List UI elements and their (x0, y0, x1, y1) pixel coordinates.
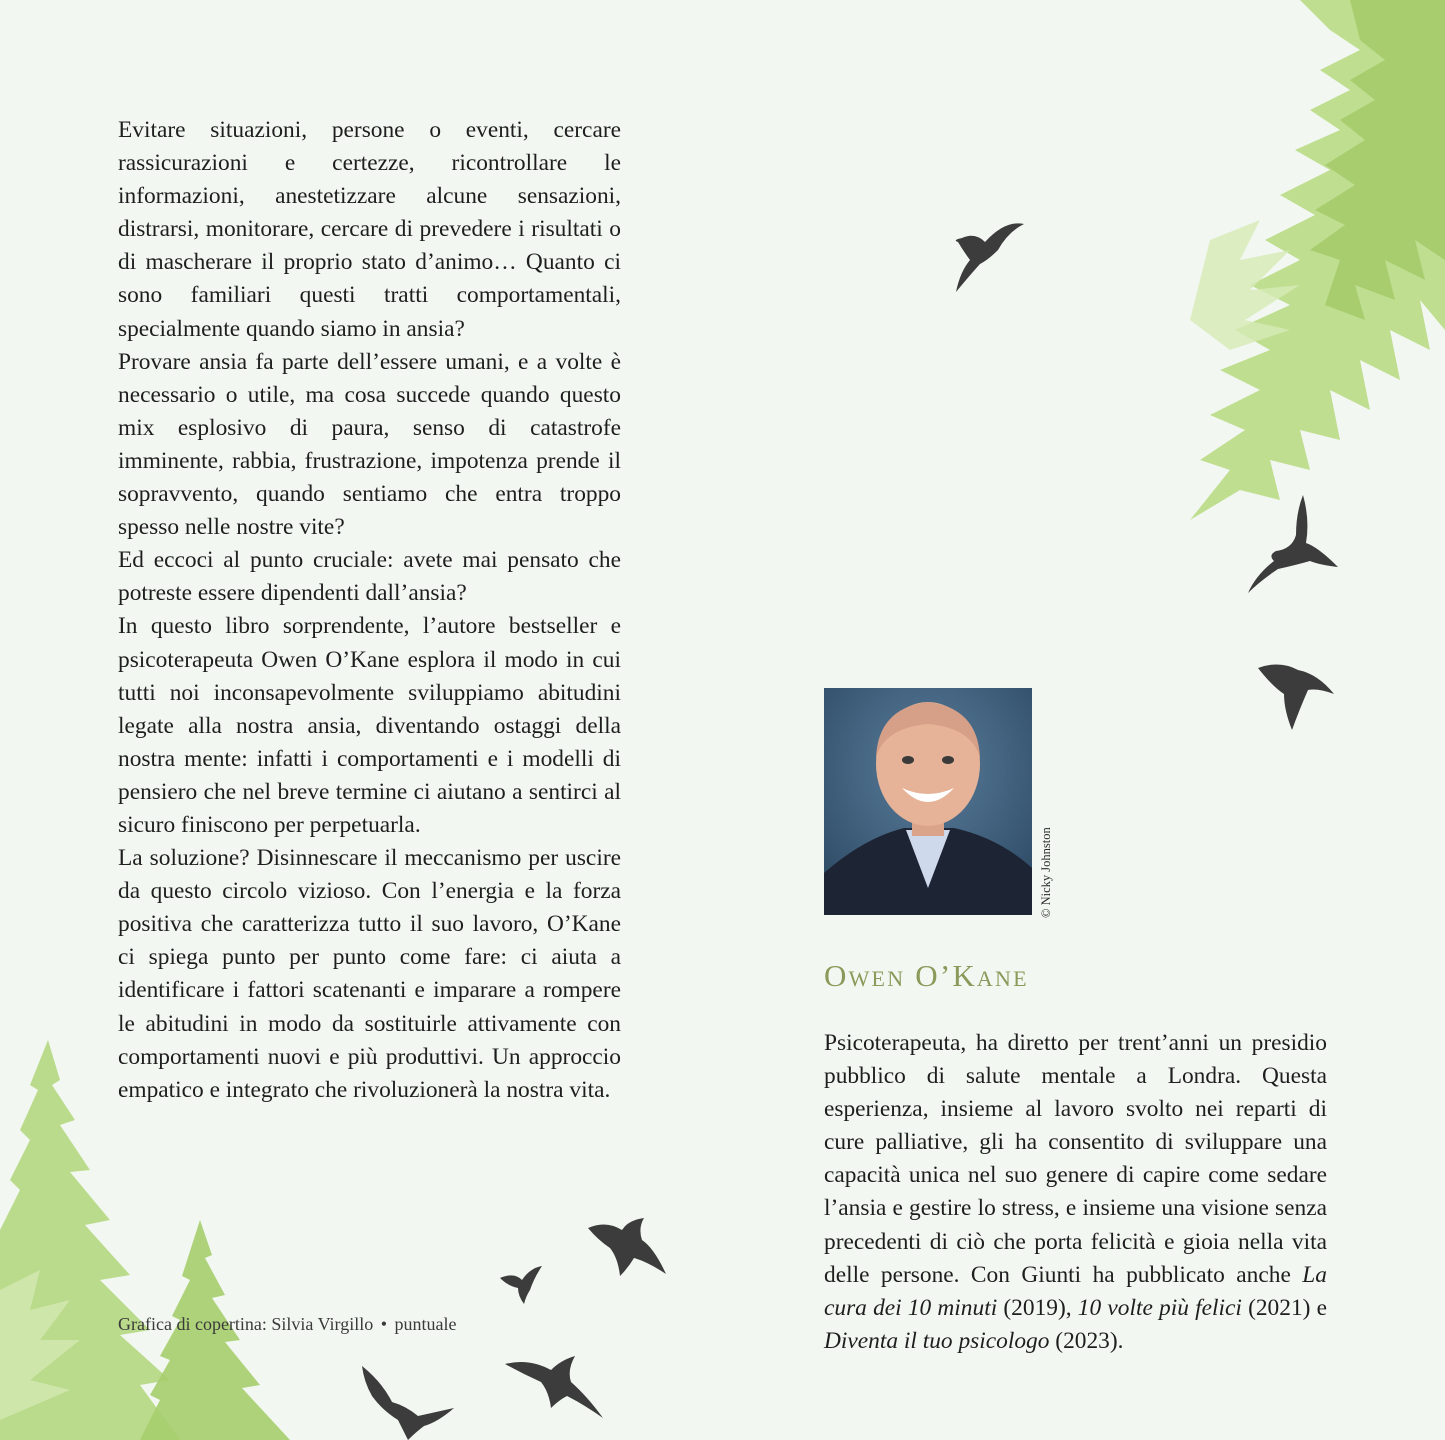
photo-credit-text: © Nicky Johnston (1039, 827, 1053, 918)
bio-text: Psicoterapeuta, ha diretto per trent’anni un presidio pubblico di salute mentale a Londra. Questa esperienza, insieme al lavoro svolto nei reparti di cure palliative, gli ha consentito di sviluppare una capacità unica nel suo genere di capire come sedare l’ansia e gestire lo stress, e insieme una visione senza precedenti di ciò che porta felicità e gioia nella vita delle persone. Con Giunti ha pubblicato anche (824, 1030, 1327, 1288)
book-title: Diventa il tuo psicologo (824, 1327, 1050, 1354)
bird-icon (500, 1266, 542, 1304)
blurb-paragraph: In questo libro sorprendente, l’autore bestseller e psicoterapeuta Owen O’Kane esplora il modo in cui tutti noi inconsapevolmente sviluppiamo abitudini legate alla nostra ansia, diventando ostaggi della nostra mente: infatti i comportamenti e i modelli di pensiero che nel breve termine ci aiutano a sentirci al sicuro finiscono per perpetuarla. (118, 613, 621, 838)
book-title: 10 volte più felici (1077, 1294, 1242, 1321)
bird-icon (505, 1356, 603, 1418)
bio-text: (2021) e (1241, 1294, 1327, 1321)
bird-icon (1248, 495, 1340, 593)
bird-icon (588, 1218, 668, 1276)
back-cover-blurb (118, 114, 621, 1107)
cover-credit-studio: puntuale (394, 1314, 457, 1334)
photo-credit (1037, 808, 1057, 918)
blurb-paragraph: La soluzione? Disinnescare il meccanismo per uscire da questo circolo vizioso. Con l’energia e la forza positiva che caratterizza tutto il suo lavoro, O’Kane ci spiega punto per punto come fare: ci aiuta a identificare i fattori scatenanti e imparare a rompere le abitudini in modo da sostituirle attivamente con comportamenti nuovi e più produttivi. Un approccio empatico e integrato che rivoluzionerà la nostra vita. (118, 845, 621, 1103)
bio-text: (2019), (997, 1294, 1078, 1321)
cover-design-credit (118, 1314, 457, 1335)
bio-text: (2023). (1049, 1327, 1124, 1354)
bird-icon (950, 220, 1025, 292)
book-title: La cura dei 10 minuti (824, 1261, 1327, 1321)
author-photo (824, 688, 1032, 915)
cover-credit-label: Grafica di copertina: Silvia Virgillo (118, 1314, 374, 1334)
tree-foliage-top-right (1150, 0, 1445, 530)
blurb-paragraph: Ed eccoci al punto cruciale: avete mai pensato che potreste essere dipendenti dall’ansia? (118, 547, 621, 607)
blurb-paragraph: Evitare situazioni, persone o eventi, cercare rassicurazioni e certezze, ricontrollare le informazioni, anestetizzare alcune sensazioni, distrarsi, monitorare, cercare di prevedere i risultati o di mascherare il proprio stato d’animo… Quanto ci sono familiari questi tratti comportamentali, specialmente quando siamo in ansia? (118, 117, 621, 342)
blurb-paragraph: Provare ansia fa parte dell’essere umani, e a volte è necessario o utile, ma cosa succede quando questo mix esplosivo di paura, senso di catastrofe imminente, rabbia, frustrazione, impotenza prende il sopravvento, quando sentiamo che entra troppo spesso nelle nostre vite? (118, 348, 621, 541)
cover-credit-bullet: • (380, 1314, 388, 1334)
author-name: Owen O’Kane (824, 958, 1029, 993)
bird-icon (1258, 660, 1334, 730)
bird-icon (362, 1366, 454, 1440)
author-bio (824, 1027, 1327, 1358)
